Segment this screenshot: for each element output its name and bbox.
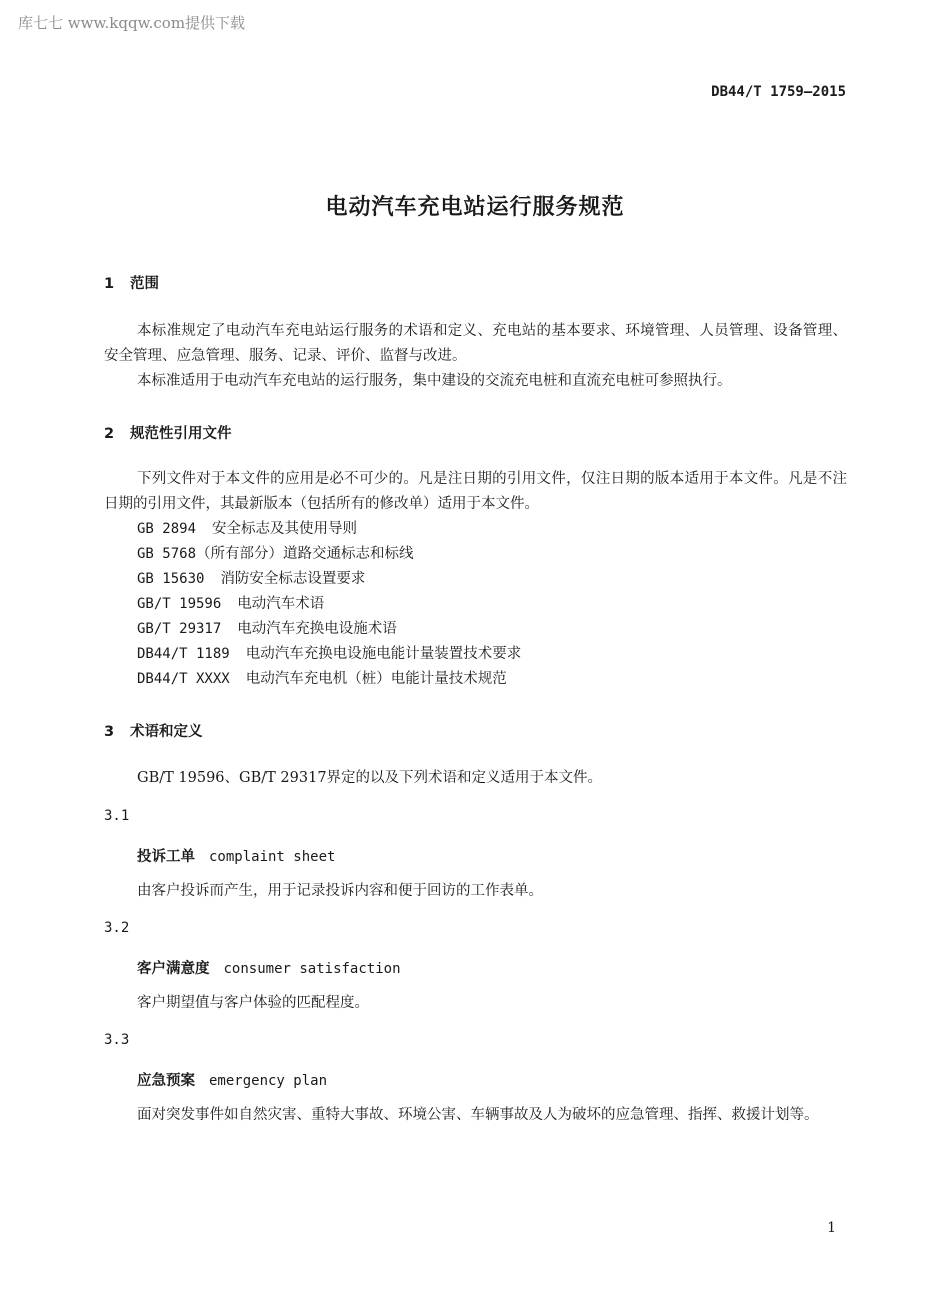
reference-item [137,592,324,617]
reference-code: DB44/T XXXX [137,671,230,687]
term-definition: 面对突发事件如自然灾害、重特大事故、环境公害、车辆事故及人为破坏的应急管理、指挥、救援计划等。 [137,1107,819,1123]
reference-code: DB44/T 1189 [137,646,230,662]
section-number: 2 [104,426,115,442]
section-3-heading [104,720,203,741]
reference-code: GB 15630 [137,571,205,587]
term-number: 3.1 [104,808,130,824]
reference-item [137,542,414,567]
reference-code: GB 5768 [137,546,197,562]
term-chinese: 客户满意度 [137,961,210,977]
page-number: 1 [827,1220,836,1236]
reference-code: GB 2894 [137,521,197,537]
reference-item [137,517,357,542]
reference-title: 电动汽车充换电设施电能计量装置技术要求 [245,646,522,662]
section-title: 范围 [130,276,159,292]
term-heading [137,957,401,978]
reference-title: （所有部分）道路交通标志和标线 [196,546,414,562]
reference-title: 电动汽车术语 [237,596,325,612]
watermark-text: 库七七 www.kqqw.com提供下载 [18,14,246,32]
term-english: consumer satisfaction [223,961,401,977]
term-chinese: 应急预案 [137,1073,195,1089]
reference-title: 电动汽车充电机（桩）电能计量技术规范 [245,671,507,687]
section-2-intro: 下列文件对于本文件的应用是必不可少的。凡是注日期的引用文件，仅注日期的版本适用于本文件。凡是不注日期的引用文件，其最新版本（包括所有的修改单）适用于本文件。 [104,471,847,512]
term-english: complaint sheet [209,849,336,865]
reference-title: 电动汽车充换电设施术语 [237,621,397,637]
section-title: 规范性引用文件 [130,426,232,442]
section-title: 术语和定义 [130,724,203,740]
term-definition: 由客户投诉而产生，用于记录投诉内容和便于回访的工作表单。 [137,883,543,899]
reference-item [137,642,521,667]
document-title: 电动汽车充电站运行服务规范 [325,195,625,220]
section-number: 3 [104,724,115,740]
reference-item [137,667,507,692]
section-2-heading [104,422,232,443]
section-number: 1 [104,276,115,292]
term-heading [137,1069,327,1090]
reference-code: GB/T 29317 [137,621,222,637]
reference-title: 消防安全标志设置要求 [220,571,366,587]
term-heading [137,845,335,866]
reference-code: GB/T 19596 [137,596,222,612]
document-code: DB44/T 1759—2015 [711,84,846,100]
section-1-heading [104,272,159,293]
reference-item [137,617,397,642]
term-number: 3.2 [104,920,130,936]
term-english: emergency plan [209,1073,328,1089]
term-chinese: 投诉工单 [137,849,195,865]
term-definition: 客户期望值与客户体验的匹配程度。 [137,995,369,1011]
reference-title: 安全标志及其使用导则 [212,521,358,537]
term-number: 3.3 [104,1032,130,1048]
section-1-paragraph-2: 本标准适用于电动汽车充电站的运行服务，集中建设的交流充电桩和直流充电桩可参照执行。 [137,373,732,389]
section-1-paragraph-1: 本标准规定了电动汽车充电站运行服务的术语和定义、充电站的基本要求、环境管理、人员管理、设备管理、安全管理、应急管理、服务、记录、评价、监督与改进。 [104,323,847,364]
reference-item [137,567,365,592]
section-3-intro: GB/T 19596、GB/T 29317界定的以及下列术语和定义适用于本文件。 [137,770,603,786]
